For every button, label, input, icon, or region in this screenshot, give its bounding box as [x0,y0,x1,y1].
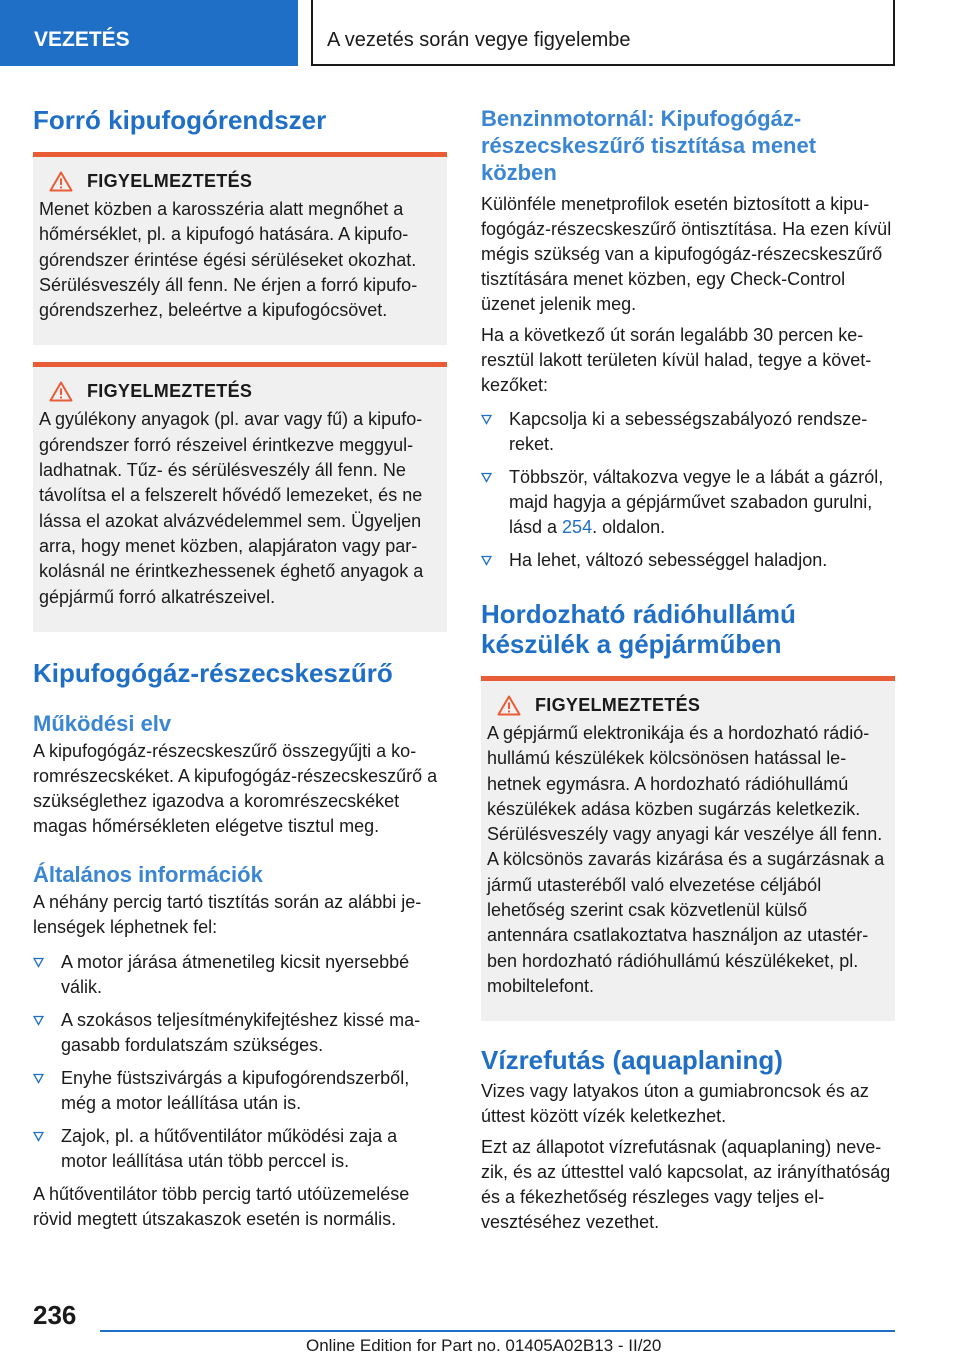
warning-text: Menet közben a karosszéria alatt megnőhet a hőmérséklet, pl. a kipufogó hatására. A kipufogórendszer érintése égési sérüléseket okozhat. Sérülésveszély áll fenn. Ne érjen a forró kipufogórendszerhez, beleértve a kipufogócsövet. [39,199,418,321]
heading-particle-filter: Kipufogógáz-részecskeszűrő [33,657,393,688]
paragraph-petrol-1: Különféle menetprofilok esetén biztosított a kipufogógáz-részecskeszűrő öntisztítása. Ha ezen kívül mégis szükség van a kipufogógáz-részecskeszűrő tisztítására menet közben, egy Check-Control üzenet jelenik meg. [481,194,892,314]
edition-text: Online Edition for Part no. 01405A02B13 - II/20 [306,1336,662,1355]
list-item: Ha lehet, változó sebességgel haladjon. [481,548,895,573]
warning-triangle-icon [497,695,521,716]
warning-title: FIGYELMEZTETÉS [87,171,253,191]
heading-portable-radio: Hordozható rádióhullámú készülék a gépjárműben [481,599,796,659]
paragraph-aquaplaning-1: Vizes vagy latyakos úton a gumiabroncsok és az úttest között vízék keletkezhet. [481,1081,869,1127]
chapter-tab: VEZETÉS [0,0,298,66]
left-column [33,105,447,1232]
page-number: 236 [33,1300,77,1330]
heading-aquaplaning: Vízrefutás (aquaplaning) [481,1045,783,1076]
bullet-triangle-icon [33,957,44,968]
warning-triangle-icon [49,171,73,192]
warning-box-radio [481,676,895,1021]
heading-general-info: Általános információk [33,861,263,887]
list-item: A szokásos teljesítménykifejtéshez kissé magasabb fordulatszám szükséges. [33,1008,447,1058]
bullet-triangle-icon [481,414,492,425]
bullet-triangle-icon [33,1073,44,1084]
list-item: Zajok, pl. a hűtőventilátor működési zaja a motor leállítása után több perccel is. [33,1124,447,1174]
list-item: Többször, váltakozva vegye le a lábát a gázról, majd hagyja a gépjárművet szabadon gurulni, lásd a 254. oldalon. [481,465,895,540]
list-item: A motor járása átmenetileg kicsit nyersebbé válik. [33,950,447,1000]
list-petrol-steps [481,407,895,573]
paragraph-fan-afterrun: A hűtőventilátor több percig tartó utóüzemelése rövid megtett útszakaszok esetén is normális. [33,1183,410,1229]
bullet-triangle-icon [33,1131,44,1142]
list-item: Enyhe füstszivárgás a kipufogórendszerből, még a motor leállítása után is. [33,1066,447,1116]
heading-hot-exhaust: Forró kipufogórendszer [33,105,327,135]
bullet-triangle-icon [33,1015,44,1026]
bullet-triangle-icon [481,472,492,483]
warning-title: FIGYELMEZTETÉS [87,381,253,402]
right-column [481,105,895,1235]
warning-triangle-icon [49,381,73,402]
paragraph-general-info: A néhány percig tartó tisztítás során az alábbi jelenségek léphetnek fel: [33,891,422,937]
warning-title: FIGYELMEZTETÉS [535,695,701,715]
paragraph-operating-principle: A kipufogógáz-részecskeszűrő összegyűjti a koromrészecskéket. A kipufogógáz-részecskeszűrő a szükséglethez igazodva a koromrészecskéket magas hőmérsékleten elégetve tisztul meg. [33,740,438,836]
paragraph-petrol-2: Ha a következő út során legalább 30 percen keresztül lakott területen kívül halad, tegye a következőket: [481,325,872,395]
section-title: A vezetés során vegye figyelembe [311,0,895,66]
warning-text: A gépjármű elektronikája és a hordozható rádióhullámú készülékek kölcsönösen hatással lehetnek egymásra. A hordozható rádióhullámú készülékek adása közben sugárzás keletkezik. Sérülésveszély vagy anyagi kár veszélye áll fenn. A kölcsönös zavarás kizárása és a sugárzásnak a jármű utasteréből való elvezetése céljából lehetőség szerint csak közvetlenül külső antennára csatlakoztatva használjon az utastérben hordozható rádióhullámú készülékeket, pl. mobiltelefont. [487,723,885,996]
heading-operating-principle: Működési elv [33,710,172,736]
paragraph-aquaplaning-2: Ezt az állapotot vízrefutásnak (aquaplaning) nevezik, és az úttesttel való kapcsolat, az irányíthatóság és a fékezhetőség részleges vagy teljes elvesztéséhez vezethet. [481,1137,891,1233]
warning-box-hot-exhaust [33,152,447,345]
warning-box-flammable [33,362,447,631]
list-item: Kapcsolja ki a sebességszabályozó rendszereket. [481,407,895,457]
page-reference-link[interactable]: 254 [562,517,593,537]
heading-petrol-cleaning: Benzinmotornál: Kipufogógáz-részecskeszűrő tisztítása menet közben [481,106,817,185]
warning-text: A gyúlékony anyagok (pl. avar vagy fű) a kipufogórendszer forró részeivel érintkezve meggyulladhatnak. Tűz- és sérülésveszély áll fenn. Ne távolítsa el a felszerelt hővédő lemezeket, és ne lássa el azokat alvázvédelemmel sem. Ügyeljen arra, hogy menet közben, alapjáraton vagy parkolásnál ne érintkezhessenek éghető anyagok a gépjármű forró alkatrészeivel. [39,409,424,607]
list-cleaning-phenomena [33,950,447,1174]
bullet-triangle-icon [481,555,492,566]
footer-divider [100,1330,895,1332]
